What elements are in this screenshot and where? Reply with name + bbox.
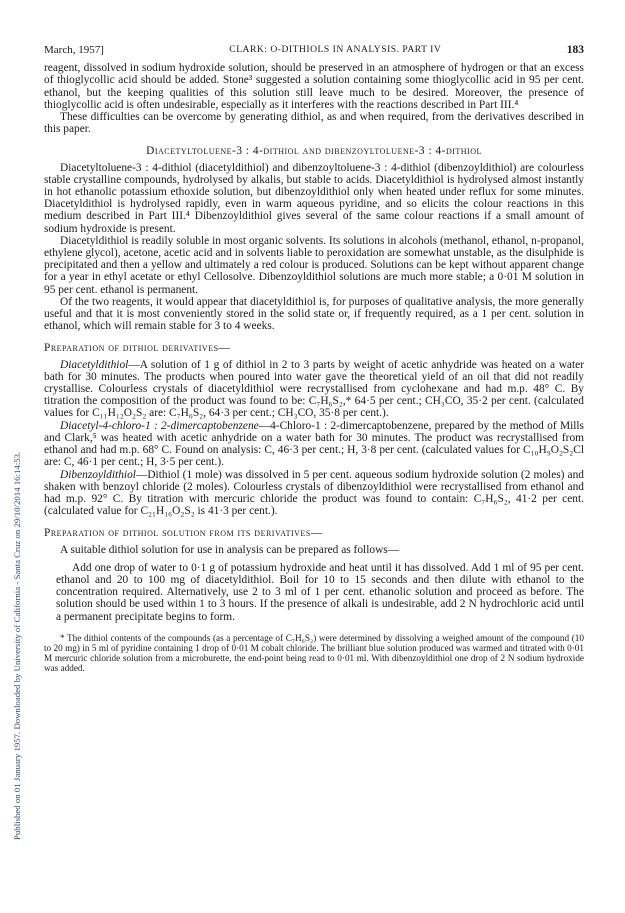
paragraph-6 — [44, 359, 584, 420]
compound-name-1: Diacetyldithiol — [60, 358, 129, 371]
footnote: * The dithiol contents of the compounds (as a percentage of C₇H₆S₂) were determined by dissolving a weighed amount of the compound (10 to 20 mg) in 5 ml of pyridine containing 1 drop of 0·01 M cobalt chloride. The brilliant blue solution produced was warmed and titrated with 0·01 M mercuric chloride solution from a microburette, the end-point being read to 0·01 ml. With dibenzoyldithiol one drop of 2 N sodium hydroxide was added. — [44, 632, 584, 674]
paragraph-6-text: —A solution of 1 g of dithiol in 2 to 3 parts by weight of acetic anhydride was heated on a water bath for 30 minutes. The products when poured into water gave the theoretical yield of an oil that did not readily crystallise. Colourless crystals of diacetyldithiol were recrystallised from cyclohexane and had m.p. 48° C. By titration the composition of the product was found to be: C₇H₆S₂,* 64·5 per cent.; CH₃CO, 35·2 per cent. (calculated values for C₁₁H₁₂O₂S₂ are: C₇H₆S₂, 64·3 per cent.; CH₃CO, 35·8 per cent.). — [44, 358, 584, 420]
section-heading-2: Preparation of dithiol derivatives— — [44, 342, 231, 355]
paragraph-9: A suitable dithiol solution for use in analysis can be prepared as follows— — [60, 543, 400, 556]
section-heading-3: Preparation of dithiol solution from its derivatives— — [44, 527, 323, 540]
running-header — [44, 44, 584, 56]
paragraph-1: reagent, dissolved in sodium hydroxide solution, should be preserved in an atmosphere of hydrogen or that an excess of thioglycollic acid should be added. Stone³ suggested a solution containing some thioglycollic acid in 95 per cent. ethanol, but the keeping qualities of this solution still leave much to be desired. Moreover, the presence of thioglycollic acid is often undesirable, especially as it interferes with the reactions described in Part III.⁴ — [44, 62, 584, 111]
running-title: CLARK: O-DITHIOLS IN ANALYSIS. PART IV — [229, 44, 442, 55]
paragraph-7 — [44, 420, 584, 469]
download-watermark — [1, 120, 23, 840]
compound-name-2: Diacetyl-4-chloro-1 : 2-dimercaptobenzene — [60, 419, 259, 432]
paragraph-8-text: —Dithiol (1 mole) was dissolved in 5 per cent. aqueous sodium hydroxide solution (2 moles) and shaken with benzoyl chloride (2 moles). Colourless crystals of dibenzoyldithiol were recrystallised from ethanol and had m.p. 92° C. By titration with mercuric chloride the product was found to contain: C₇H₆S₂, 41·2 per cent. (calculated value for C₂₁H₁₆O₂S₂ is 41·3 per cent.). — [44, 468, 584, 518]
paragraph-7-text: —4-Chloro-1 : 2-dimercaptobenzene, prepared by the method of Mills and Clark,⁵ was heated with acetic anhydride on a water bath for 30 minutes. The product was recrystallised from ethanol and had m.p. 68° C. Found on analysis: C, 46·3 per cent.; H, 3·8 per cent. (calculated values for C₁₀H₉O₂S₂Cl are: C, 46·1 per cent.; H, 3·5 per cent.). — [44, 419, 584, 469]
paragraph-4: Diacetyldithiol is readily soluble in most organic solvents. Its solutions in alcohols (methanol, ethanol, n-propanol, ethylene glycol), acetone, acetic acid and in solvents liable to peroxidation are somewhat unstable, as the disulphide is precipitated and then a yellow and ultimately a red colour is produced. Solutions can be kept without apparent change for a year in ethyl acetate or ethyl Cellosolve. Dibenzoyldithiol solutions are much more stable; a 0·01 M solution in 95 per cent. ethanol is permanent. — [44, 234, 584, 296]
watermark-text: Published on 01 January 1957. Downloaded by University of California - Santa Cruz on 29/10/2014 16:14:53. — [12, 451, 22, 840]
page-number: 183 — [566, 44, 584, 56]
procedure-block: Add one drop of water to 0·1 g of potassium hydroxide and heat until it has dissolved. Add 1 ml of 95 per cent. ethanol and 20 to 100 mg of diacetyldithiol. Boil for 10 to 15 seconds and then dilute with ethanol to the concentration required. Alternatively, use 2 to 3 ml of 1 per cent. ethanolic solution and proceed as before. The solution should be used within 1 to 3 hours. If the presence of alkali is undesirable, add 2 N hydrochloric acid until a permanent precipitate begins to form. — [56, 561, 584, 623]
section-heading-1: Diacetyltoluene-3 : 4-dithiol and dibenzoyltoluene-3 : 4-dithiol — [146, 145, 482, 158]
paragraph-8 — [44, 469, 584, 518]
header-date: March, 1957] — [44, 44, 104, 56]
compound-name-3: Dibenzoyldithiol — [60, 468, 136, 481]
paragraph-5: Of the two reagents, it would appear that diacetyldithiol is, for purposes of qualitative analysis, the more generally useful and that it is most conveniently stored in the solid state or, if frequently required, as a 1 per cent. solution in ethanol, which will remain stable for 3 to 4 weeks. — [44, 295, 584, 333]
paragraph-2: These difficulties can be overcome by generating dithiol, as and when required, from the derivatives described in this paper. — [44, 111, 584, 136]
journal-page — [44, 44, 584, 674]
paragraph-3: Diacetyltoluene-3 : 4-dithiol (diacetyldithiol) and dibenzoyltoluene-3 : 4-dithiol (dibenzoyldithiol) are colourless stable crystalline compounds, hydrolysed by alkalis, but stable to acids. Diacetyldithiol is hydrolysed almost instantly in hot ethanolic potassium ethoxide solution, but dibenzoyldithiol only when heated under reflux for some minutes. Diacetyldithiol is hydrolysed rapidly, even in warm aqueous pyridine, and so elicits the colour reactions in this medium described in Part III.⁴ Dibenzoyldithiol gives several of the same colour reactions if a small amount of sodium hydroxide is present. — [44, 161, 584, 235]
